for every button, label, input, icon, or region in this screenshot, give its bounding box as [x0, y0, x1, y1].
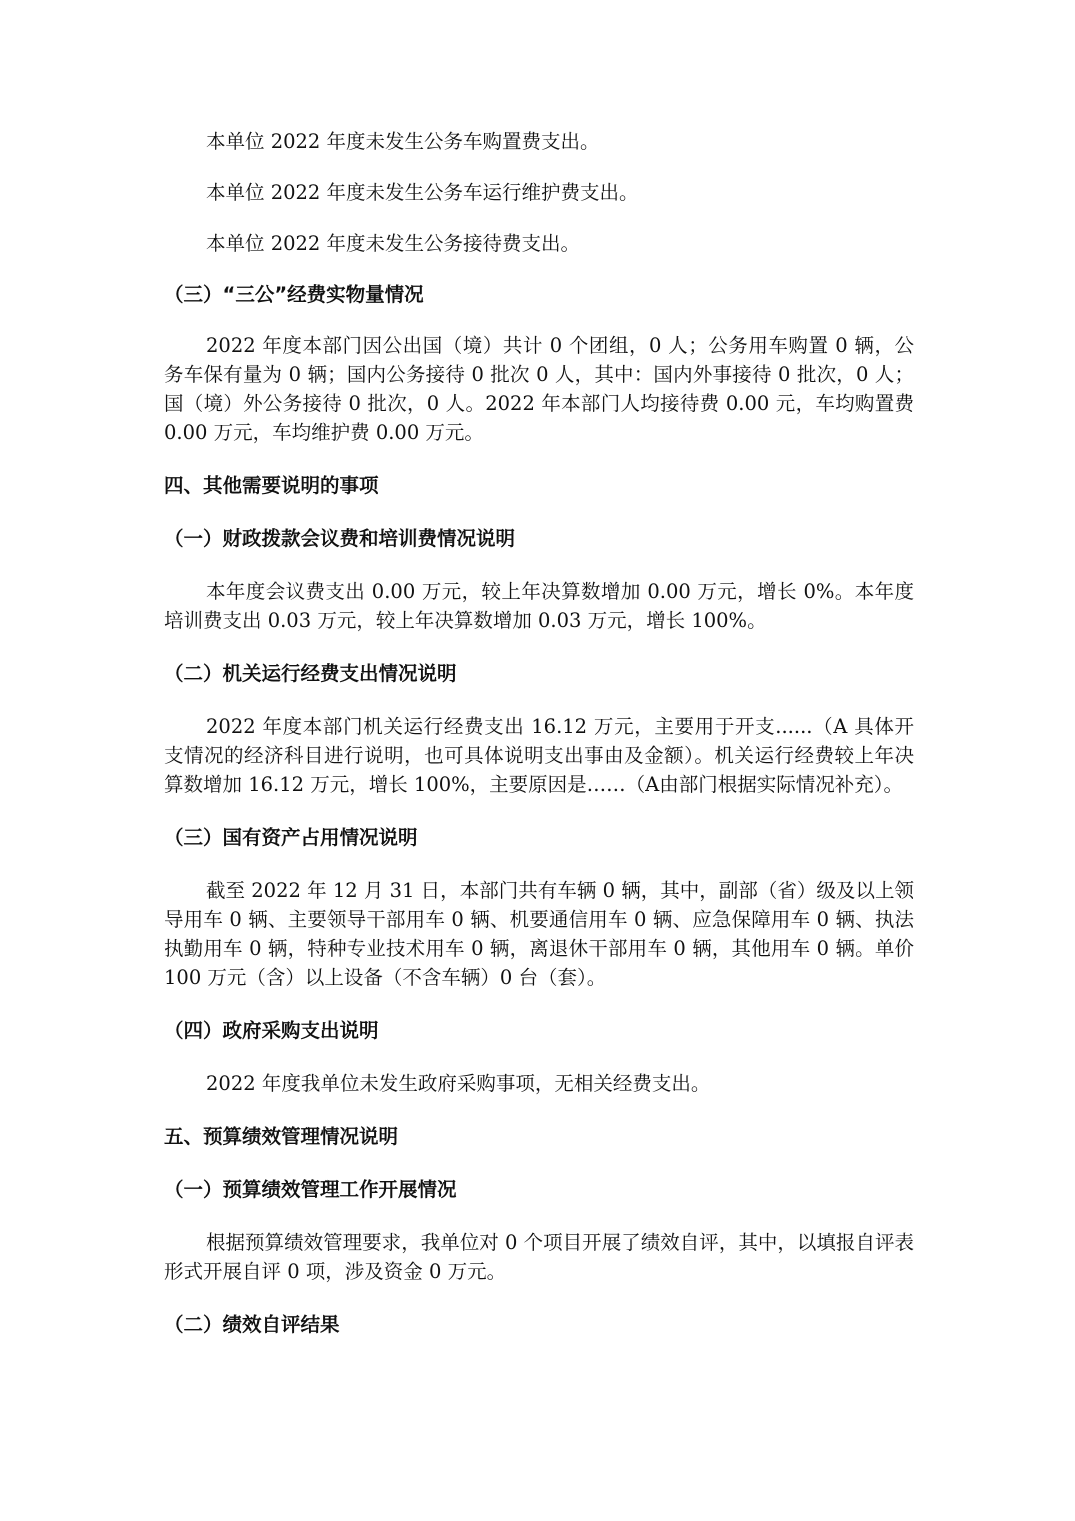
paragraph-state-assets: 截至 2022 年 12 月 31 日，本部门共有车辆 0 辆，其中，副部（省）级及以上领导用车 0 辆、主要领导干部用车 0 辆、机要通信用车 0 辆、应急保障用车 0 辆、执法执勤用车 0 辆，特种专业技术用车 0 辆，离退休干部用车 0 辆，其他用车 0 辆。单价 100 万元（含）以上设备（不含车辆）0 台（套）。: [164, 879, 914, 989]
heading-sangong-physical: （三）“三公”经费实物量情况: [164, 283, 424, 306]
heading-section-four: 四、其他需要说明的事项: [164, 474, 379, 497]
heading-meeting-training: （一）财政拨款会议费和培训费情况说明: [164, 527, 516, 550]
paragraph-performance-work: 根据预算绩效管理要求，我单位对 0 个项目开展了绩效自评，其中，以填报自评表形式开展自评 0 项，涉及资金 0 万元。: [164, 1231, 914, 1283]
paragraph-sangong-physical: 2022 年度本部门因公出国（境）共计 0 个团组，0 人；公务用车购置 0 辆，公务车保有量为 0 辆；国内公务接待 0 批次 0 人，其中：国内外事接待 0 批次，0 人；国（境）外公务接待 0 批次，0 人。2022 年本部门人均接待费 0.00 元，车均购置费 0.00 万元，车均维护费 0.00 万元。: [164, 334, 914, 444]
heading-section-five: 五、预算绩效管理情况说明: [164, 1125, 399, 1148]
paragraph-meeting-training: 本年度会议费支出 0.00 万元，较上年决算数增加 0.00 万元，增长 0%。本年度培训费支出 0.03 万元，较上年决算数增加 0.03 万元，增长 100%。: [164, 580, 914, 632]
paragraph-car-maintenance: 本单位 2022 年度未发生公务车运行维护费支出。: [206, 181, 639, 204]
paragraph-reception: 本单位 2022 年度未发生公务接待费支出。: [206, 232, 581, 255]
paragraph-car-purchase: 本单位 2022 年度未发生公务车购置费支出。: [206, 130, 600, 153]
paragraph-operating-expenses: 2022 年度本部门机关运行经费支出 16.12 万元，主要用于开支......（A 具体开支情况的经济科目进行说明，也可具体说明支出事由及金额）。机关运行经费较上年决算数增加 16.12 万元，增长 100%，主要原因是……（A由部门根据实际情况补充）。: [164, 715, 914, 796]
heading-self-evaluation-results: （二）绩效自评结果: [164, 1313, 340, 1336]
heading-operating-expenses: （二）机关运行经费支出情况说明: [164, 662, 457, 685]
paragraph-procurement: 2022 年度我单位未发生政府采购事项，无相关经费支出。: [206, 1072, 711, 1095]
heading-state-assets: （三）国有资产占用情况说明: [164, 826, 418, 849]
heading-procurement: （四）政府采购支出说明: [164, 1019, 379, 1042]
document-body: [164, 127, 914, 1339]
heading-performance-work: （一）预算绩效管理工作开展情况: [164, 1178, 457, 1201]
